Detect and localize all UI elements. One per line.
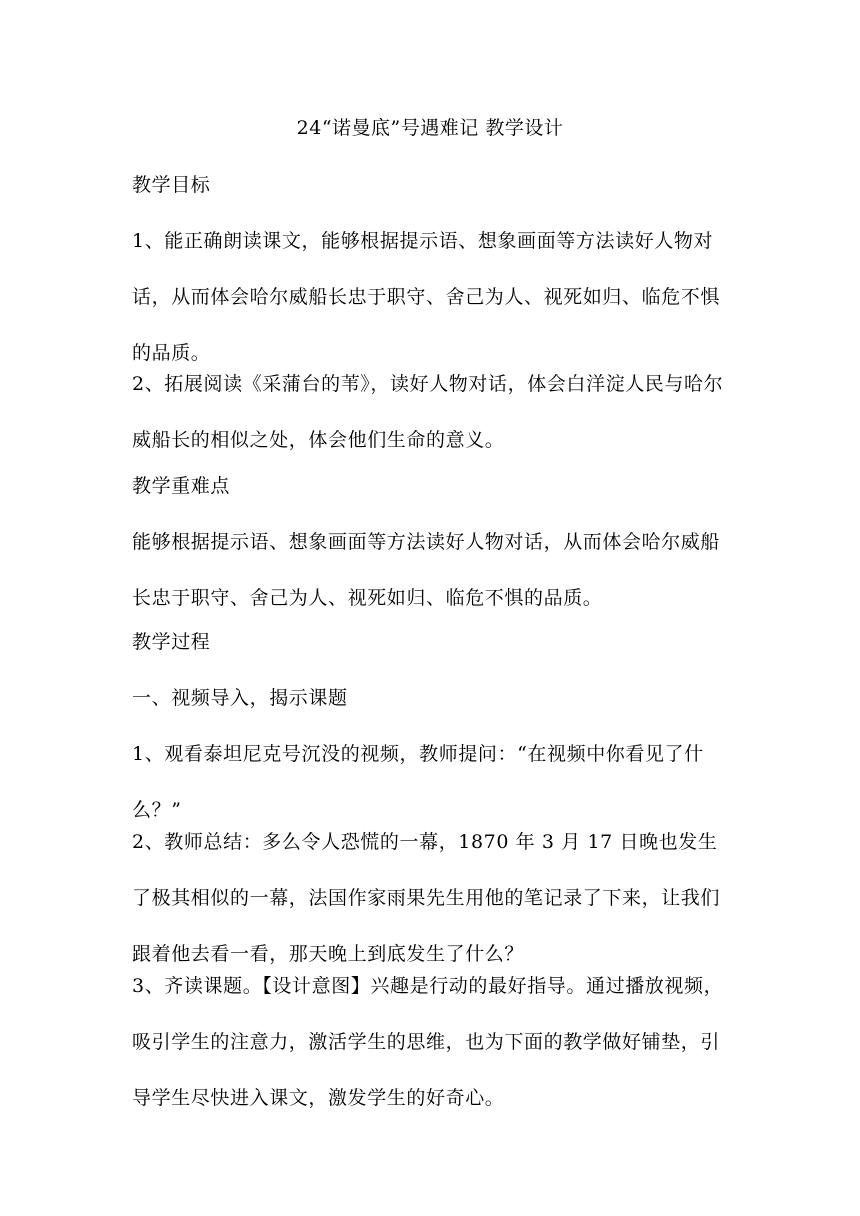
step-3-paragraph: 3、齐读课题。【设计意图】兴趣是行动的最好指导。通过播放视频，吸引学生的注意力，激活学生的思维，也为下面的教学做好铺垫，引导学生尽快进入课文，激发学生的好奇心。 <box>132 975 724 1109</box>
key-points-paragraph: 能够根据提示语、想象画面等方法读好人物对话，从而体会哈尔威船长忠于职守、舍己为人、视死如归、临危不惧的品质。 <box>132 531 721 609</box>
objective-1-paragraph: 1、能正确朗读课文，能够根据提示语、想象画面等方法读好人物对话，从而体会哈尔威船长忠于职守、舍己为人、视死如归、临危不惧的品质。 <box>132 230 721 364</box>
objective-2-paragraph: 2、拓展阅读《采蒲台的苇》，读好人物对话，体会白洋淀人民与哈尔威船长的相似之处，体会他们生命的意义。 <box>132 373 724 451</box>
part-1-heading: 一、视频导入，揭示课题 <box>132 687 348 709</box>
document-title: 24“诺曼底”号遇难记 教学设计 <box>296 117 564 139</box>
key-points-heading: 教学重难点 <box>132 475 231 497</box>
step-1-paragraph: 1、观看泰坦尼克号沉没的视频，教师提问：“在视频中你看见了什么？” <box>132 743 704 821</box>
step-2-paragraph: 2、教师总结：多么令人恐慌的一幕，1870 年 3 月 17 日晚也发生了极其相似的一幕，法国作家雨果先生用他的笔记录了下来，让我们跟着他去看一看，那天晚上到底发生了什么？ <box>132 831 721 965</box>
process-heading: 教学过程 <box>132 631 211 653</box>
objectives-heading: 教学目标 <box>132 174 211 196</box>
